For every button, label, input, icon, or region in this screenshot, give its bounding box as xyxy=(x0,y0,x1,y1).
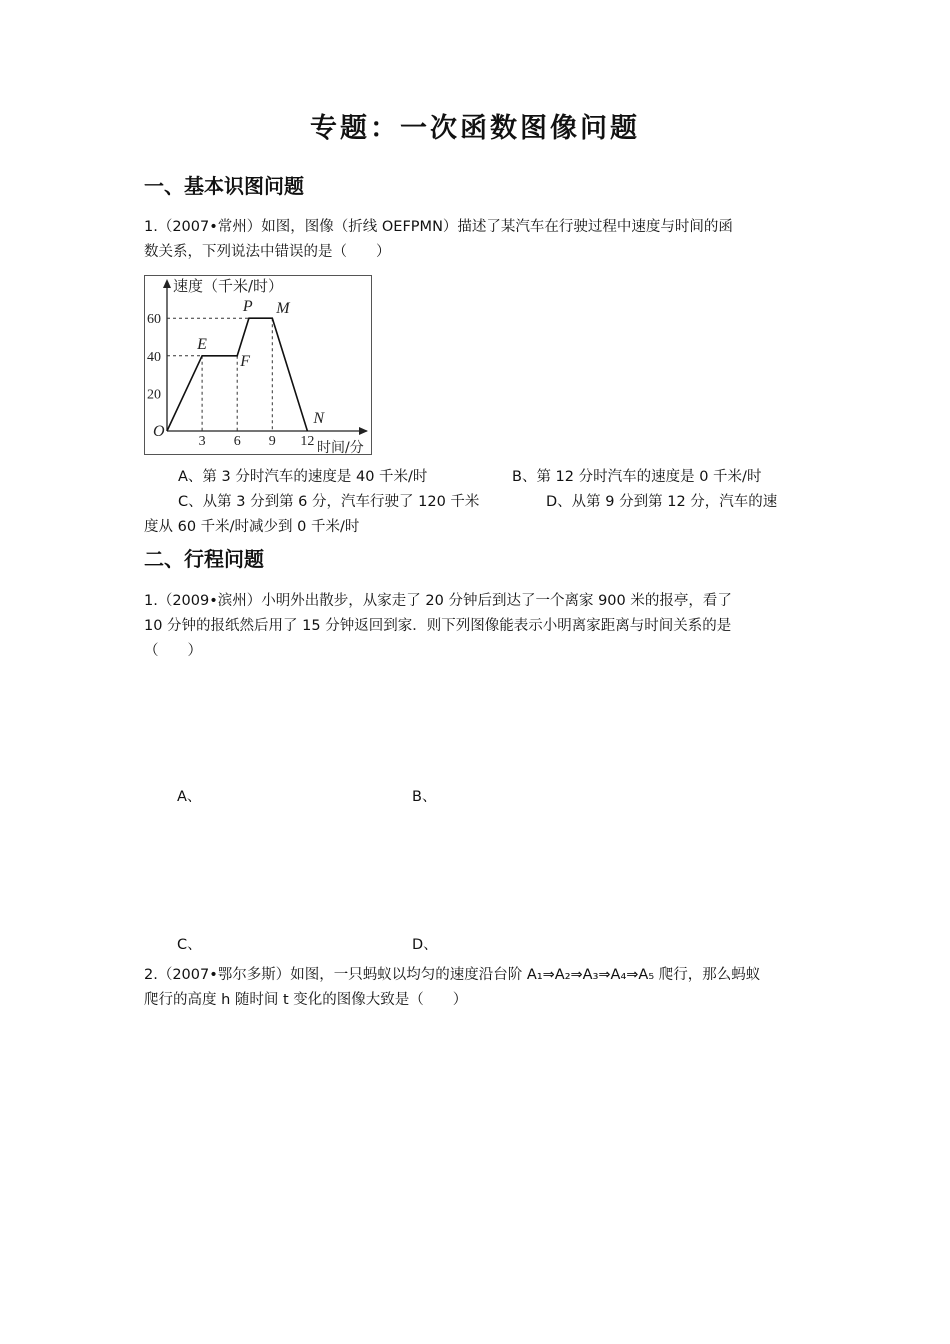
point-label-f: F xyxy=(240,352,250,370)
choice-a-label: A、 xyxy=(177,789,202,805)
question-text-end: 爬行，那么蚂蚁 xyxy=(654,967,761,983)
section-heading-1: 一、基本识图问题 xyxy=(144,174,304,198)
option-d-continued: 度从 60 千米/时减少到 0 千米/时 xyxy=(144,519,360,535)
x-tick-label: 3 xyxy=(198,434,206,449)
question-line xyxy=(144,963,814,988)
y-axis-title: 速度（千米/时） xyxy=(173,277,284,295)
step-sequence: A₁⇒A₂⇒A₃⇒A₄⇒A₅ xyxy=(526,967,655,983)
x-tick-label: 9 xyxy=(268,434,276,449)
point-label-p: P xyxy=(242,298,253,316)
x-axis-title: 时间/分 xyxy=(317,440,364,454)
question-3-text xyxy=(144,963,814,1013)
x-tick-label: 12 xyxy=(300,434,315,449)
choice-c-label: C、 xyxy=(177,937,202,953)
chart-svg xyxy=(145,276,371,454)
point-label-n: N xyxy=(313,410,325,427)
point-label-o: O xyxy=(153,423,165,440)
question-line: 数关系，下列说法中错误的是（ ） xyxy=(144,244,391,260)
point-label-e: E xyxy=(197,335,207,353)
x-tick-label: 6 xyxy=(233,434,241,449)
question-text-start: 2.（2007•鄂尔多斯）如图，一只蚂蚁以均匀的速度沿台阶 xyxy=(144,967,527,983)
option-c: C、从第 3 分到第 6 分，汽车行驶了 120 千米 xyxy=(178,494,480,510)
point-label-m: M xyxy=(276,300,290,318)
y-tick-label: 40 xyxy=(147,349,161,365)
question-2-text xyxy=(144,589,814,664)
speed-time-graph xyxy=(144,275,372,455)
x-axis-arrow xyxy=(359,427,368,435)
y-tick-label: 20 xyxy=(147,387,161,403)
option-b: B、第 12 分时汽车的速度是 0 千米/时 xyxy=(512,469,762,485)
choice-b-label: B、 xyxy=(412,789,437,805)
choice-d-label: D、 xyxy=(412,937,438,953)
option-d: D、从第 9 分到第 12 分，汽车的速 xyxy=(546,494,778,510)
question-line: 10 分钟的报纸然后用了 15 分钟返回到家．则下列图像能表示小明离家距离与时间关系的是 xyxy=(144,618,732,634)
page-title: 专题：一次函数图像问题 xyxy=(310,113,640,144)
section-heading-2: 二、行程问题 xyxy=(144,547,264,571)
question-line: 1.（2007•常州）如图，图像（折线 OEFPMN）描述了某汽车在行驶过程中速度与时间的函 xyxy=(144,219,733,235)
y-axis-arrow xyxy=(163,279,171,288)
question-line: 爬行的高度 h 随时间 t 变化的图像大致是（ ） xyxy=(144,992,468,1008)
question-line: （ ） xyxy=(144,643,202,659)
y-tick-label: 60 xyxy=(147,312,161,328)
question-1-text xyxy=(144,215,814,265)
option-a: A、第 3 分时汽车的速度是 40 千米/时 xyxy=(178,469,428,485)
question-line: 1.（2009•滨州）小明外出散步，从家走了 20 分钟后到达了一个离家 900 米的报亭，看了 xyxy=(144,593,732,609)
